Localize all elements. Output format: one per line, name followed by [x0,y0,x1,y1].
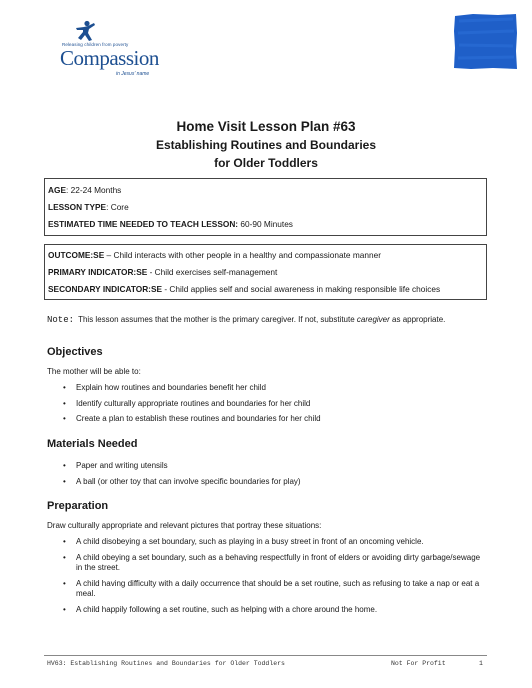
note-label: Note: [47,315,75,325]
outcome-label: OUTCOME:SE [48,250,105,260]
primary-indicator-label: PRIMARY INDICATOR:SE [48,267,148,277]
preparation-list [47,537,483,615]
page-subtitle-line2: for Older Toddlers [214,156,318,170]
preparation-intro: Draw culturally appropriate and relevant pictures that portray these situations: [47,521,322,530]
list-item: • A ball (or other toy that can involve specific boundaries for play) [47,477,487,488]
secondary-indicator-row [48,284,440,294]
lesson-type-row [48,202,129,212]
list-item: • A child disobeying a set boundary, such as playing in a busy street in front of an oncoming vehicle. [47,537,483,548]
preparation-heading: Preparation [47,500,109,512]
page-title: Home Visit Lesson Plan #63 [176,119,356,134]
list-item: • A child happily following a set routine, such as helping with a chore around the home. [47,605,483,616]
list-item: • Create a plan to establish these routines and boundaries for her child [47,414,487,425]
logo-wordmark: Compassion [60,46,159,70]
lesson-type-label: LESSON TYPE [48,202,107,212]
secondary-indicator-label: SECONDARY INDICATOR:SE [48,284,163,294]
outcome-box [44,244,487,300]
time-value: 60-90 Minutes [238,219,293,229]
logo-tagline: Releasing children from poverty [62,42,129,47]
outcome-row [48,250,381,260]
age-value: : 22-24 Months [65,185,122,195]
logo-subline: in Jesus' name [116,71,150,77]
list-item: • Paper and writing utensils [47,461,487,472]
list-item: • Explain how routines and boundaries benefit her child [47,383,487,394]
footer-document-title: HV63: Establishing Routines and Boundaries for Older Toddlers [47,660,285,667]
caregiver-note [47,315,445,325]
lesson-type-value: : Core [106,202,129,212]
person-figure-icon [74,20,96,42]
compassion-logo [54,20,172,77]
footer-not-for-profit: Not For Profit [391,660,446,667]
age-row [48,185,121,195]
secondary-indicator-value: - Child applies self and social awareness in making responsible life choices [162,284,441,294]
blue-stamp [453,13,518,70]
footer-page-number: 1 [479,660,483,667]
materials-list [47,461,487,487]
page-subtitle-line1: Establishing Routines and Boundaries [155,138,377,152]
time-label: ESTIMATED TIME NEEDED TO TEACH LESSON: [48,219,239,229]
note-text-emphasis: caregiver [356,315,390,324]
objectives-heading: Objectives [47,346,103,358]
age-label: AGE [48,185,66,195]
materials-heading: Materials Needed [47,438,138,450]
list-item: • A child obeying a set boundary, such as a behaving respectfully in front of elders or avoiding dirty garbage/sewage in the street. [47,553,483,574]
primary-indicator-row [48,267,277,277]
note-text-a: This lesson assumes that the mother is the primary caregiver. If not, substitute [78,315,357,324]
outcome-value: – Child interacts with other people in a healthy and compassionate manner [104,250,381,260]
lesson-info-box [44,178,487,236]
footer-divider [44,655,487,656]
objectives-intro: The mother will be able to: [47,367,141,376]
objectives-list [47,383,487,425]
primary-indicator-value: - Child exercises self-management [147,267,278,277]
note-text-b: as appropriate. [389,315,446,324]
list-item: • A child having difficulty with a daily occurrence that should be a set routine, such as refusing to take a nap or eat a meal. [47,579,483,600]
list-item: • Identify culturally appropriate routines and boundaries for her child [47,399,487,410]
time-row [48,219,293,229]
